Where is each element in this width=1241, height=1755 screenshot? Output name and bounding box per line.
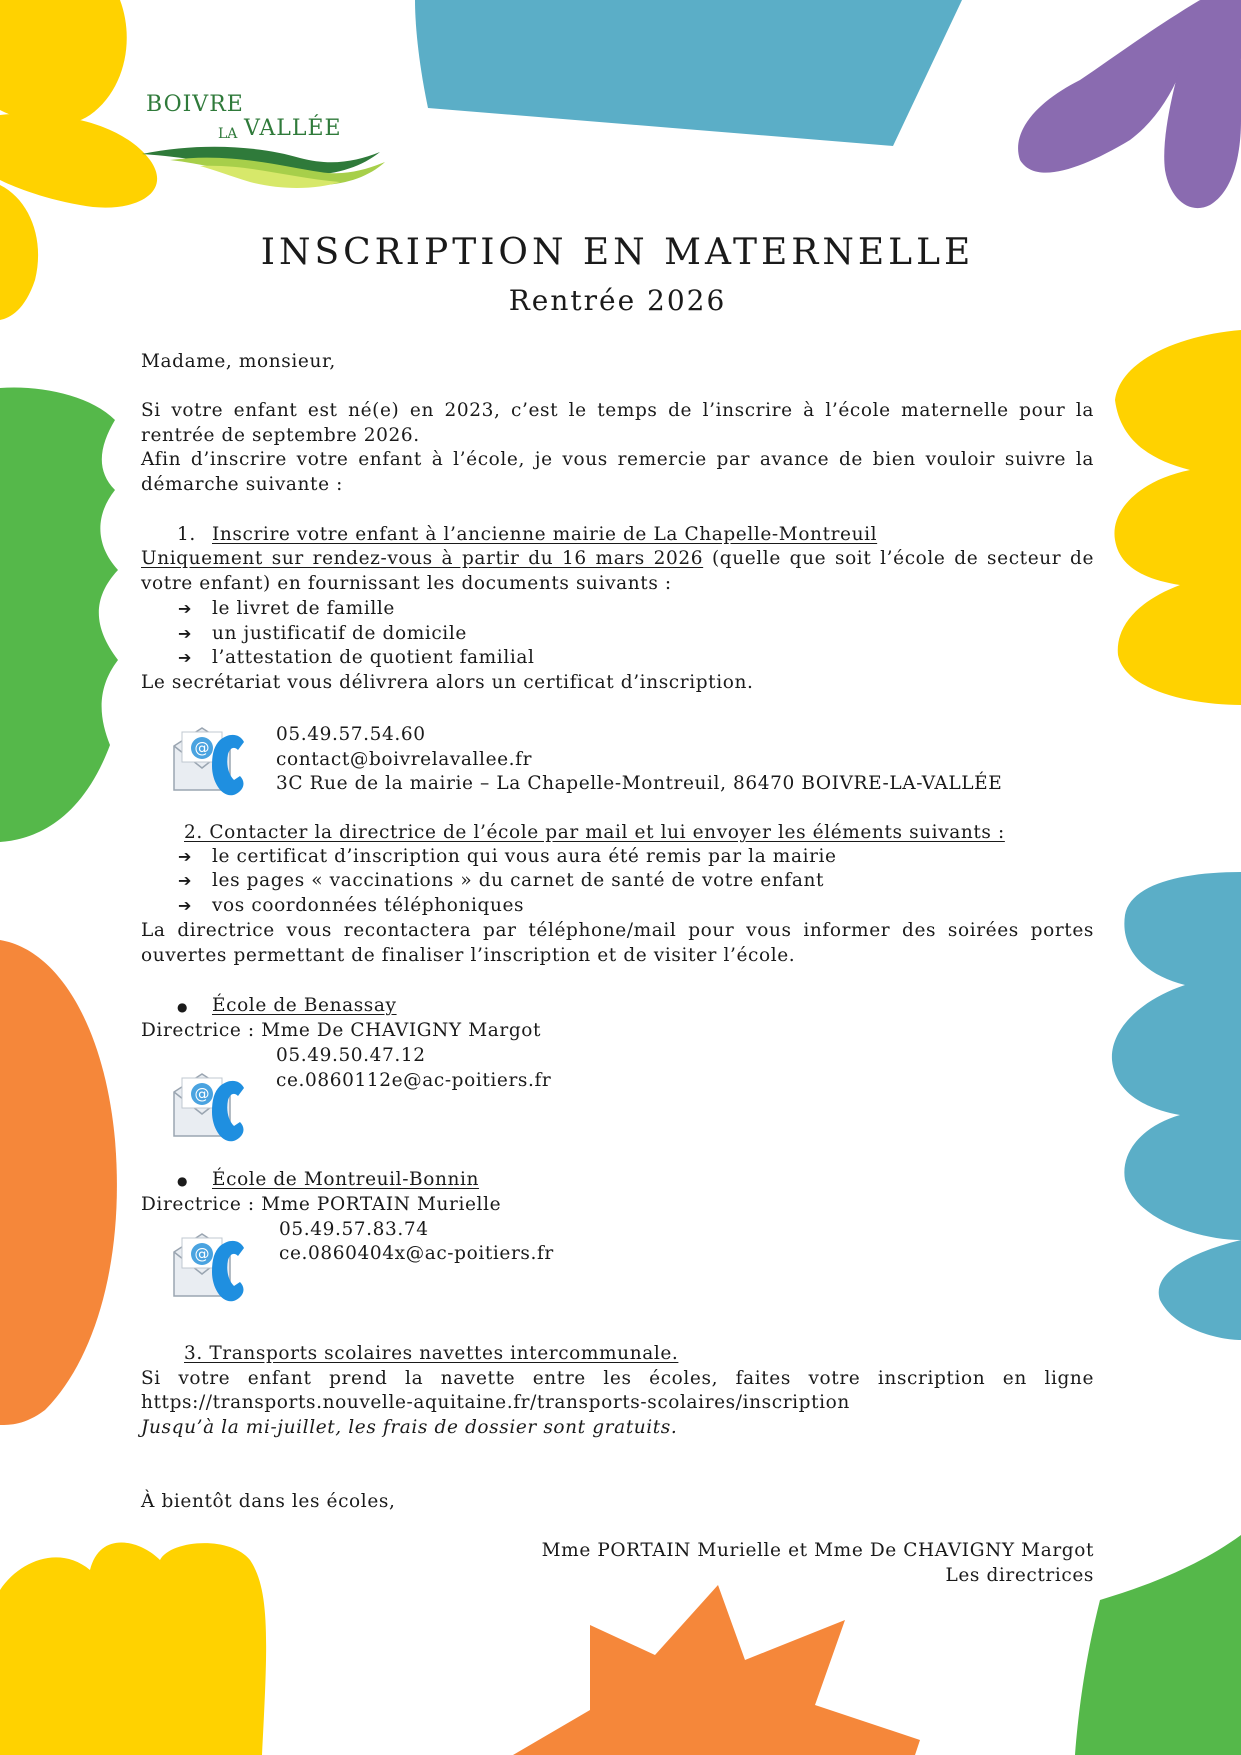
- school-name-benassay: École de Benassay: [212, 995, 397, 1016]
- round-bullet-icon: ●: [177, 1174, 188, 1188]
- step-1-heading: Inscrire votre enfant à l’ancienne mairie de La Chapelle-Montreuil: [212, 524, 878, 545]
- document-item: un justificatif de domicile: [212, 623, 467, 644]
- email-phone-icon: [168, 1064, 254, 1144]
- arrow-bullet-icon: ➔: [178, 847, 192, 866]
- svg-text:@: @: [194, 1245, 210, 1263]
- school-name-montreuil-bonnin: École de Montreuil-Bonnin: [212, 1169, 480, 1190]
- email-phone-icon: [168, 718, 254, 798]
- logo-swoosh-icon: [140, 132, 390, 192]
- page-title: INSCRIPTION EN MATERNELLE: [260, 232, 975, 273]
- element-item: vos coordonnées téléphoniques: [212, 895, 525, 916]
- intro-paragraph-1: Si votre enfant est né(e) en 2023, c’est le temps de l’inscrire à l’école maternelle pour la rentrée de septembre 2026.: [141, 400, 1094, 446]
- step-2-closing: La directrice vous recontactera par téléphone/mail pour vous informer des soirées portes ouvertes permettant de finaliser l’inscription et de visiter l’école.: [141, 920, 1094, 966]
- arrow-bullet-icon: ➔: [178, 599, 192, 618]
- yellow-cloud-shape-bottom-left: [0, 1543, 266, 1755]
- town-hall-phone: 05.49.57.54.60: [276, 724, 426, 745]
- orange-starburst-bottom: [513, 1585, 920, 1755]
- school-director-benassay: Directrice : Mme De CHAVIGNY Margot: [141, 1020, 542, 1041]
- arrow-bullet-icon: ➔: [178, 871, 192, 890]
- blue-block-top: [415, 0, 962, 146]
- email-phone-icon: [168, 1224, 254, 1304]
- logo-word-boivre: BOIVRE: [146, 92, 244, 117]
- signature-names: Mme PORTAIN Murielle et Mme De CHAVIGNY Margot: [541, 1540, 1094, 1561]
- purple-petal-shape-top-right: [1018, 0, 1241, 208]
- step-1-appointment-condition: Uniquement sur rendez-vous à partir du 16 mars 2026: [141, 548, 704, 569]
- town-hall-address: 3C Rue de la mairie – La Chapelle-Montreuil, 86470 BOIVRE-LA-VALLÉE: [276, 773, 1003, 794]
- school-director-montreuil-bonnin: Directrice : Mme PORTAIN Murielle: [141, 1194, 502, 1215]
- blue-wavy-shape-right: [1112, 872, 1241, 1340]
- school-email-montreuil-bonnin: ce.0860404x@ac-poitiers.fr: [279, 1243, 554, 1264]
- yellow-wavy-shape-right: [1114, 330, 1241, 705]
- school-phone-montreuil-bonnin: 05.49.57.83.74: [279, 1219, 429, 1240]
- arrow-bullet-icon: ➔: [178, 648, 192, 667]
- page-subtitle: Rentrée 2026: [508, 284, 727, 317]
- svg-text:@: @: [194, 739, 210, 757]
- step-2-heading: 2. Contacter la directrice de l’école par mail et lui envoyer les éléments suivants :: [184, 822, 1005, 843]
- school-email-benassay: ce.0860112e@ac-poitiers.fr: [276, 1070, 552, 1091]
- document-item: l’attestation de quotient familial: [212, 647, 535, 668]
- arrow-bullet-icon: ➔: [178, 896, 192, 915]
- orange-leaf-shape-left: [0, 940, 117, 1425]
- step-1-number: 1.: [177, 524, 196, 545]
- signature-role: Les directrices: [945, 1565, 1094, 1586]
- step-3-heading: 3. Transports scolaires navettes intercommunale.: [184, 1343, 679, 1364]
- element-item: les pages « vaccinations » du carnet de santé de votre enfant: [212, 870, 824, 891]
- arrow-bullet-icon: ➔: [178, 624, 192, 643]
- logo-word-la: LA: [218, 126, 238, 142]
- transport-registration-link[interactable]: https://transports.nouvelle-aquitaine.fr/transports-scolaires/inscription: [141, 1392, 850, 1413]
- intro-paragraph-2: Afin d’inscrire votre enfant à l’école, je vous remercie par avance de bien vouloir suivre la démarche suivante :: [141, 449, 1094, 495]
- step-1-appointment-details: (quelle que soit l’école de secteur de votre enfant) en fournissant les documents suivants :: [141, 548, 1094, 594]
- svg-text:@: @: [194, 1085, 210, 1103]
- logo-word-vallee: VALLÉE: [244, 116, 342, 141]
- step-3-text: Si votre enfant prend la navette entre les écoles, faites votre inscription en ligne: [141, 1368, 1094, 1389]
- green-wavy-shape-left: [0, 387, 118, 842]
- step-3-note: Jusqu’à la mi-juillet, les frais de dossier sont gratuits.: [141, 1417, 678, 1438]
- green-block-bottom-right: [1075, 1535, 1241, 1755]
- step-1-closing: Le secrétariat vous délivrera alors un certificat d’inscription.: [141, 672, 754, 693]
- document-item: le livret de famille: [212, 598, 395, 619]
- yellow-petal-shape-top-left: [0, 0, 157, 320]
- boivre-la-vallee-logo: [140, 92, 390, 188]
- greeting: Madame, monsieur,: [141, 351, 336, 372]
- element-item: le certificat d’inscription qui vous aura été remis par la mairie: [212, 846, 837, 867]
- step-1-appointment-paragraph: [141, 547, 1094, 596]
- round-bullet-icon: ●: [177, 1000, 188, 1014]
- town-hall-email: contact@boivrelavallee.fr: [276, 749, 533, 770]
- school-phone-benassay: 05.49.50.47.12: [276, 1045, 426, 1066]
- farewell: À bientôt dans les écoles,: [141, 1491, 396, 1512]
